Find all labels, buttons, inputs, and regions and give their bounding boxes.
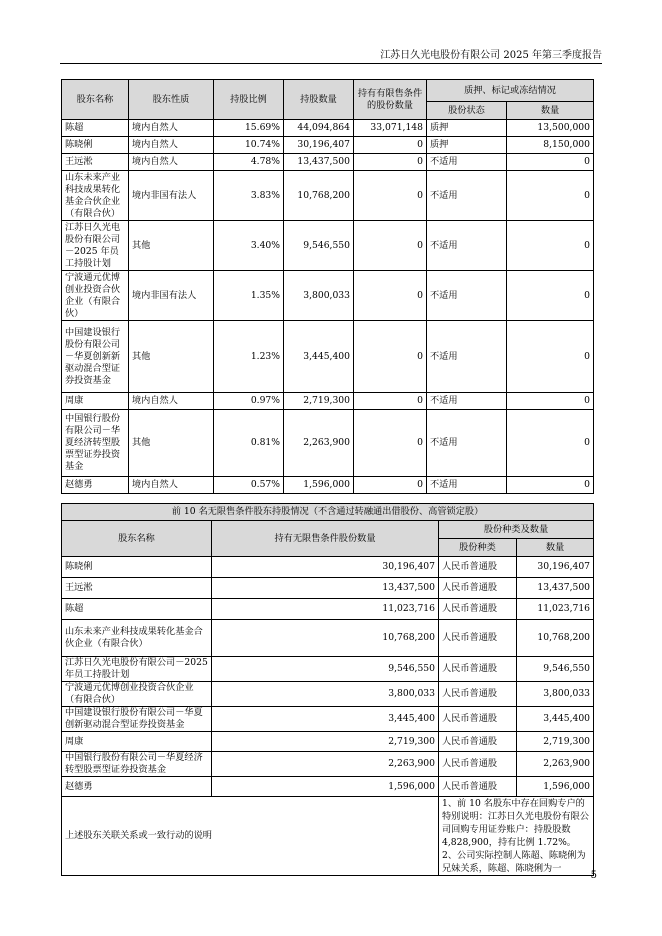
restricted-quantity: 0 xyxy=(354,154,427,171)
holding-ratio: 1.35% xyxy=(214,271,284,321)
table-row xyxy=(62,620,594,657)
holding-quantity: 1,596,000 xyxy=(284,477,354,494)
shareholder-name: 山东未来产业科技成果转化基金合伙企业（有限合伙） xyxy=(62,171,129,221)
table-row xyxy=(62,557,594,578)
pledge-status: 质押 xyxy=(427,120,507,137)
pledge-quantity: 0 xyxy=(507,271,594,321)
share-quantity: 2,719,300 xyxy=(517,732,594,752)
unrestricted-quantity: 3,445,400 xyxy=(212,707,439,732)
restricted-quantity: 0 xyxy=(354,477,427,494)
shareholder-name: 赵德勇 xyxy=(62,777,212,797)
table-row xyxy=(62,732,594,752)
col-header-restricted: 持有有限售条件的股份数量 xyxy=(354,80,427,120)
table-row xyxy=(62,578,594,599)
shareholder-name: 周康 xyxy=(62,393,129,410)
shareholder-nature: 其他 xyxy=(129,321,214,393)
share-quantity: 30,196,407 xyxy=(517,557,594,578)
table-row xyxy=(62,137,594,154)
top-shareholders-table xyxy=(61,79,594,494)
col-header-pledge-qty: 数量 xyxy=(507,102,594,120)
restricted-quantity: 0 xyxy=(354,137,427,154)
shareholder-name: 陈晓俐 xyxy=(62,137,129,154)
share-type: 人民币普通股 xyxy=(439,657,517,682)
holding-ratio: 1.23% xyxy=(214,321,284,393)
share-quantity: 13,437,500 xyxy=(517,578,594,599)
shareholder-nature: 境内自然人 xyxy=(129,154,214,171)
holding-ratio: 3.40% xyxy=(214,221,284,271)
holding-quantity: 44,094,864 xyxy=(284,120,354,137)
table-row xyxy=(62,707,594,732)
restricted-quantity: 0 xyxy=(354,321,427,393)
pledge-status: 不适用 xyxy=(427,271,507,321)
restricted-quantity: 0 xyxy=(354,410,427,477)
col-header-pledge-status: 股份状态 xyxy=(427,102,507,120)
col-header-type-group: 股份种类及数量 xyxy=(439,521,594,539)
share-type: 人民币普通股 xyxy=(439,777,517,797)
col-header-ratio: 持股比例 xyxy=(214,80,284,120)
pledge-status: 不适用 xyxy=(427,393,507,410)
share-type: 人民币普通股 xyxy=(439,752,517,777)
shareholder-name: 江苏日久光电股份有限公司－2025 年员工持股计划 xyxy=(62,657,212,682)
holding-quantity: 30,196,407 xyxy=(284,137,354,154)
shareholder-name: 中国建设银行股份有限公司－华夏创新新驱动混合型证券投资基金 xyxy=(62,321,129,393)
pledge-status: 不适用 xyxy=(427,410,507,477)
shareholder-name: 中国银行股份有限公司－华夏经济转型股票型证券投资基金 xyxy=(62,752,212,777)
pledge-status: 不适用 xyxy=(427,321,507,393)
shareholder-nature: 境内自然人 xyxy=(129,137,214,154)
shareholder-nature: 其他 xyxy=(129,221,214,271)
share-quantity: 3,445,400 xyxy=(517,707,594,732)
unrestricted-quantity: 9,546,550 xyxy=(212,657,439,682)
share-quantity: 11,023,716 xyxy=(517,599,594,620)
share-type: 人民币普通股 xyxy=(439,557,517,578)
share-type: 人民币普通股 xyxy=(439,599,517,620)
shareholder-name: 中国建设银行股份有限公司－华夏创新驱动混合型证券投资基金 xyxy=(62,707,212,732)
table-row xyxy=(62,321,594,393)
col-header-unrestricted: 持有无限售条件股份数量 xyxy=(212,521,439,557)
pledge-quantity: 0 xyxy=(507,410,594,477)
unrestricted-shareholders-table xyxy=(61,503,594,876)
holding-ratio: 15.69% xyxy=(214,120,284,137)
share-type: 人民币普通股 xyxy=(439,682,517,707)
relationship-note-text-2: 2、公司实际控制人陈超、陈晓俐为兄妹关系，陈超、陈晓俐为一 xyxy=(442,850,586,874)
unrestricted-quantity: 2,263,900 xyxy=(212,752,439,777)
table-row xyxy=(62,410,594,477)
holding-quantity: 13,437,500 xyxy=(284,154,354,171)
shareholder-name: 山东未来产业科技成果转化基金合伙企业（有限合伙） xyxy=(62,620,212,657)
holding-quantity: 2,263,900 xyxy=(284,410,354,477)
relationship-note-text-1: 1、前 10 名股东中存在回购专户的特别说明：江苏日久光电股份有限公司回购专用证券账户：持股股数 4,828,900，持有比例 1.72%。 xyxy=(442,798,589,848)
shareholder-nature: 其他 xyxy=(129,410,214,477)
restricted-quantity: 33,071,148 xyxy=(354,120,427,137)
shareholder-name: 陈超 xyxy=(62,120,129,137)
shareholder-name: 王远淞 xyxy=(62,154,129,171)
table2-title: 前 10 名无限售条件股东持股情况（不含通过转融通出借股份、高管锁定股） xyxy=(62,504,594,521)
header-divider xyxy=(60,63,602,64)
pledge-quantity: 13,500,000 xyxy=(507,120,594,137)
shareholder-name: 陈超 xyxy=(62,599,212,620)
pledge-quantity: 0 xyxy=(507,221,594,271)
holding-ratio: 0.57% xyxy=(214,477,284,494)
holding-quantity: 3,800,033 xyxy=(284,271,354,321)
table-row xyxy=(62,120,594,137)
shareholder-name: 周康 xyxy=(62,732,212,752)
unrestricted-quantity: 11,023,716 xyxy=(212,599,439,620)
unrestricted-quantity: 1,596,000 xyxy=(212,777,439,797)
relationship-note-row xyxy=(62,797,594,876)
holding-ratio: 3.83% xyxy=(214,171,284,221)
shareholder-nature: 境内自然人 xyxy=(129,120,214,137)
share-type: 人民币普通股 xyxy=(439,620,517,657)
unrestricted-quantity: 3,800,033 xyxy=(212,682,439,707)
pledge-status: 不适用 xyxy=(427,477,507,494)
col-header-nature: 股东性质 xyxy=(129,80,214,120)
table-row xyxy=(62,777,594,797)
pledge-quantity: 8,150,000 xyxy=(507,137,594,154)
share-quantity: 2,263,900 xyxy=(517,752,594,777)
pledge-status: 不适用 xyxy=(427,154,507,171)
table-row xyxy=(62,477,594,494)
pledge-quantity: 0 xyxy=(507,154,594,171)
shareholder-nature: 境内非国有法人 xyxy=(129,271,214,321)
share-quantity: 3,800,033 xyxy=(517,682,594,707)
shareholder-name: 宁波通元优博创业投资合伙企业（有限合伙） xyxy=(62,271,129,321)
share-type: 人民币普通股 xyxy=(439,732,517,752)
unrestricted-quantity: 2,719,300 xyxy=(212,732,439,752)
pledge-quantity: 0 xyxy=(507,321,594,393)
share-quantity: 9,546,550 xyxy=(517,657,594,682)
pledge-quantity: 0 xyxy=(507,171,594,221)
share-quantity: 1,596,000 xyxy=(517,777,594,797)
restricted-quantity: 0 xyxy=(354,271,427,321)
col-header-name-2: 股东名称 xyxy=(62,521,212,557)
pledge-status: 不适用 xyxy=(427,221,507,271)
holding-quantity: 2,719,300 xyxy=(284,393,354,410)
pledge-quantity: 0 xyxy=(507,393,594,410)
table-row xyxy=(62,752,594,777)
share-quantity: 10,768,200 xyxy=(517,620,594,657)
holding-quantity: 10,768,200 xyxy=(284,171,354,221)
table-row xyxy=(62,682,594,707)
table-row xyxy=(62,271,594,321)
col-header-type: 股份种类 xyxy=(439,539,517,557)
holding-ratio: 10.74% xyxy=(214,137,284,154)
share-type: 人民币普通股 xyxy=(439,578,517,599)
col-header-qty-2: 数量 xyxy=(517,539,594,557)
col-header-name: 股东名称 xyxy=(62,80,129,120)
holding-ratio: 0.81% xyxy=(214,410,284,477)
pledge-quantity: 0 xyxy=(507,477,594,494)
share-type: 人民币普通股 xyxy=(439,707,517,732)
unrestricted-quantity: 13,437,500 xyxy=(212,578,439,599)
table-row xyxy=(62,657,594,682)
shareholder-name: 陈晓俐 xyxy=(62,557,212,578)
table-row xyxy=(62,599,594,620)
page-number: 5 xyxy=(590,870,597,881)
shareholder-name: 宁波通元优博创业投资合伙企业（有限合伙） xyxy=(62,682,212,707)
shareholder-name: 中国银行股份有限公司－华夏经济转型股票型证券投资基金 xyxy=(62,410,129,477)
holding-ratio: 0.97% xyxy=(214,393,284,410)
pledge-status: 质押 xyxy=(427,137,507,154)
shareholder-name: 赵德勇 xyxy=(62,477,129,494)
shareholder-name: 江苏日久光电股份有限公司－2025 年员工持股计划 xyxy=(62,221,129,271)
shareholder-nature: 境内自然人 xyxy=(129,393,214,410)
col-header-quantity: 持股数量 xyxy=(284,80,354,120)
restricted-quantity: 0 xyxy=(354,221,427,271)
holding-ratio: 4.78% xyxy=(214,154,284,171)
pledge-status: 不适用 xyxy=(427,171,507,221)
relationship-note-label: 上述股东关联关系或一致行动的说明 xyxy=(62,797,439,876)
restricted-quantity: 0 xyxy=(354,171,427,221)
col-header-pledge-group: 质押、标记或冻结情况 xyxy=(427,80,594,102)
table-row xyxy=(62,154,594,171)
table-row xyxy=(62,393,594,410)
holding-quantity: 3,445,400 xyxy=(284,321,354,393)
table-row xyxy=(62,171,594,221)
holding-quantity: 9,546,550 xyxy=(284,221,354,271)
page-header: 江苏日久光电股份有限公司 2025 年第三季度报告 xyxy=(380,50,602,61)
restricted-quantity: 0 xyxy=(354,393,427,410)
shareholder-name: 王远淞 xyxy=(62,578,212,599)
shareholder-nature: 境内自然人 xyxy=(129,477,214,494)
unrestricted-quantity: 30,196,407 xyxy=(212,557,439,578)
unrestricted-quantity: 10,768,200 xyxy=(212,620,439,657)
table-row xyxy=(62,221,594,271)
shareholder-nature: 境内非国有法人 xyxy=(129,171,214,221)
